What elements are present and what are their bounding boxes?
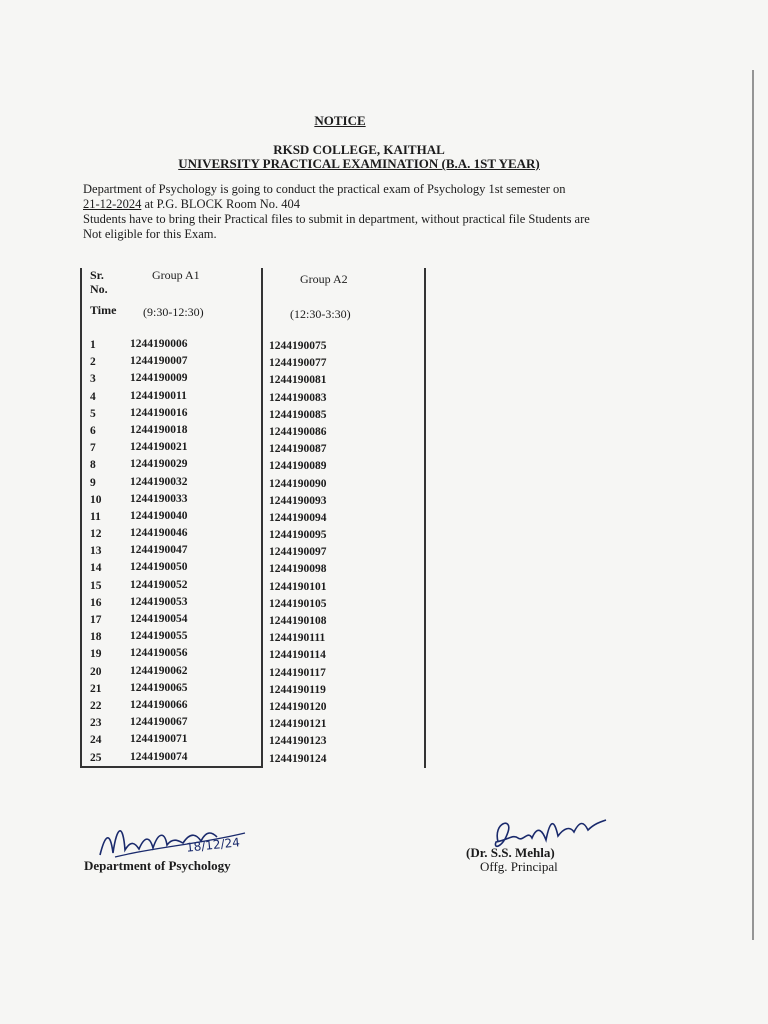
table-row: [80, 750, 426, 767]
serial-number: 20: [90, 665, 102, 678]
serial-number: 17: [90, 614, 102, 626]
group-a2-roll-number: 1244190075: [269, 340, 327, 352]
table-row: [80, 371, 426, 388]
notice-line-3: Students have to bring their Practical files to submit in department, without practical file Students are: [83, 212, 590, 226]
serial-number: 15: [90, 579, 102, 592]
group-a1-roll-number: 1244190033: [130, 492, 188, 505]
group-a1-roll-number: 1244190056: [130, 647, 188, 660]
serial-number: 24: [90, 734, 102, 747]
table-row: [80, 509, 426, 526]
serial-number: 19: [90, 648, 102, 661]
group-a2-roll-number: 1244190123: [269, 735, 327, 748]
group-a2-roll-number: 1244190101: [269, 580, 327, 593]
group-a2-roll-number: 1244190077: [269, 357, 327, 370]
group-a1-roll-number: 1244190009: [130, 372, 188, 385]
group-a1-roll-number: 1244190062: [130, 664, 188, 677]
table-row: [80, 475, 426, 492]
group-a2-roll-number: 1244190095: [269, 529, 327, 542]
table-row: [80, 406, 426, 423]
table-row: [80, 578, 426, 595]
serial-number: 21: [90, 682, 102, 695]
table-row: [80, 560, 426, 577]
serial-number: 14: [90, 562, 102, 575]
group-a2-roll-number: 1244190093: [269, 494, 327, 507]
serial-number: 4: [90, 390, 96, 403]
group-a1-roll-number: 1244190052: [130, 578, 188, 591]
serial-number: 13: [90, 545, 102, 558]
serial-number: 16: [90, 596, 102, 609]
table-rows: [80, 337, 426, 767]
notice-line-4: Not eligible for this Exam.: [83, 227, 217, 241]
serial-number: 8: [90, 459, 96, 472]
group-a2-roll-number: 1244190090: [269, 477, 327, 490]
group-a2-roll-number: 1244190124: [269, 752, 327, 765]
notice-line-2: [83, 197, 683, 212]
serial-number: 12: [90, 528, 102, 541]
group-a1-roll-number: 1244190067: [130, 716, 188, 729]
group-a2-roll-number: 1244190085: [269, 408, 327, 421]
principal-name: (Dr. S.S. Mehla): [466, 845, 555, 860]
serial-number: 3: [90, 373, 96, 386]
serial-number: 11: [90, 510, 101, 523]
group-a1-roll-number: 1244190032: [130, 475, 188, 488]
page-edge: [752, 70, 754, 940]
serial-number: 23: [90, 717, 102, 730]
group-a1-roll-number: 1244190065: [130, 681, 188, 694]
group-a1-roll-number: 1244190011: [130, 389, 187, 402]
exam-date: 21-12-2024: [83, 197, 142, 211]
group-a2-roll-number: 1244190119: [269, 683, 326, 696]
group-a2-roll-number: 1244190097: [269, 546, 327, 559]
group-a1-roll-number: 1244190054: [130, 613, 188, 625]
serial-number: 2: [90, 356, 96, 369]
group-a2-roll-number: 1244190117: [269, 666, 326, 679]
group-a1-roll-number: 1244190055: [130, 630, 188, 643]
table-row: [80, 492, 426, 509]
table-row: [80, 543, 426, 560]
department-signatory: Department of Psychology: [84, 858, 231, 873]
table-row: [80, 526, 426, 543]
table-row: [80, 337, 426, 354]
exam-schedule-table: [80, 268, 426, 768]
group-a1-header: Group A1: [152, 268, 200, 282]
group-a2-roll-number: 1244190089: [269, 460, 327, 473]
group-a2-roll-number: 1244190086: [269, 425, 327, 438]
group-a1-roll-number: 1244190016: [130, 406, 188, 419]
table-row: [80, 423, 426, 440]
table-row: [80, 612, 426, 629]
group-a2-roll-number: 1244190083: [269, 391, 327, 404]
group-a2-roll-number: 1244190111: [269, 632, 326, 645]
table-row: [80, 646, 426, 663]
exam-title: UNIVERSITY PRACTICAL EXAMINATION (B.A. 1ST YEAR): [178, 156, 540, 171]
group-a1-roll-number: 1244190050: [130, 561, 188, 574]
table-row: [80, 715, 426, 732]
serial-number: 6: [90, 424, 96, 437]
notice-heading: NOTICE: [314, 113, 366, 128]
group-a1-roll-number: 1244190053: [130, 595, 188, 608]
serial-number: 25: [90, 751, 102, 764]
table-row: [80, 595, 426, 612]
hod-signature-date: 18/12/24: [185, 835, 241, 855]
group-a2-roll-number: 1244190108: [269, 615, 327, 627]
group-a1-roll-number: 1244190029: [130, 458, 188, 471]
serial-number: 5: [90, 407, 96, 420]
group-a1-roll-number: 1244190071: [130, 733, 188, 746]
table-row: [80, 681, 426, 698]
table-row: [80, 440, 426, 457]
serial-number: 22: [90, 699, 102, 712]
serial-number: 18: [90, 631, 102, 644]
table-row: [80, 664, 426, 681]
group-a2-roll-number: 1244190081: [269, 374, 327, 387]
table-row: [80, 732, 426, 749]
group-a1-roll-number: 1244190018: [130, 423, 188, 436]
group-a1-roll-number: 1244190074: [130, 750, 188, 763]
table-row: [80, 629, 426, 646]
group-a1-time: (9:30-12:30): [143, 305, 204, 319]
group-a1-roll-number: 1244190040: [130, 509, 188, 522]
table-row: [80, 457, 426, 474]
group-a1-roll-number: 1244190046: [130, 527, 188, 540]
college-name: RKSD COLLEGE, KAITHAL: [273, 142, 445, 157]
time-label: Time: [90, 303, 117, 317]
exam-venue: at P.G. BLOCK Room No. 404: [141, 197, 301, 211]
group-a1-roll-number: 1244190047: [130, 544, 188, 557]
group-a2-time: (12:30-3:30): [290, 307, 351, 321]
notice-line-1: Department of Psychology is going to conduct the practical exam of Psychology 1st semester on: [83, 182, 566, 196]
serial-number: 7: [90, 442, 96, 455]
group-a1-roll-number: 1244190066: [130, 698, 188, 711]
serial-number: 9: [90, 476, 96, 489]
group-a2-roll-number: 1244190087: [269, 443, 327, 456]
table-row: [80, 354, 426, 371]
group-a2-roll-number: 1244190120: [269, 700, 327, 713]
group-a2-header: Group A2: [300, 272, 348, 286]
serial-number: 1: [90, 339, 96, 351]
serial-number: 10: [90, 493, 102, 506]
group-a2-roll-number: 1244190098: [269, 563, 327, 576]
group-a2-roll-number: 1244190114: [269, 649, 326, 662]
table-row: [80, 389, 426, 406]
table-row: [80, 698, 426, 715]
principal-title: Offg. Principal: [480, 859, 558, 874]
notice-body: [83, 182, 683, 242]
group-a2-roll-number: 1244190121: [269, 718, 327, 731]
group-a2-roll-number: 1244190094: [269, 511, 327, 524]
group-a1-roll-number: 1244190007: [130, 355, 188, 368]
group-a2-roll-number: 1244190105: [269, 597, 327, 610]
group-a1-roll-number: 1244190006: [130, 338, 188, 350]
sr-no-header: Sr. No.: [90, 268, 108, 296]
group-a1-roll-number: 1244190021: [130, 441, 188, 454]
